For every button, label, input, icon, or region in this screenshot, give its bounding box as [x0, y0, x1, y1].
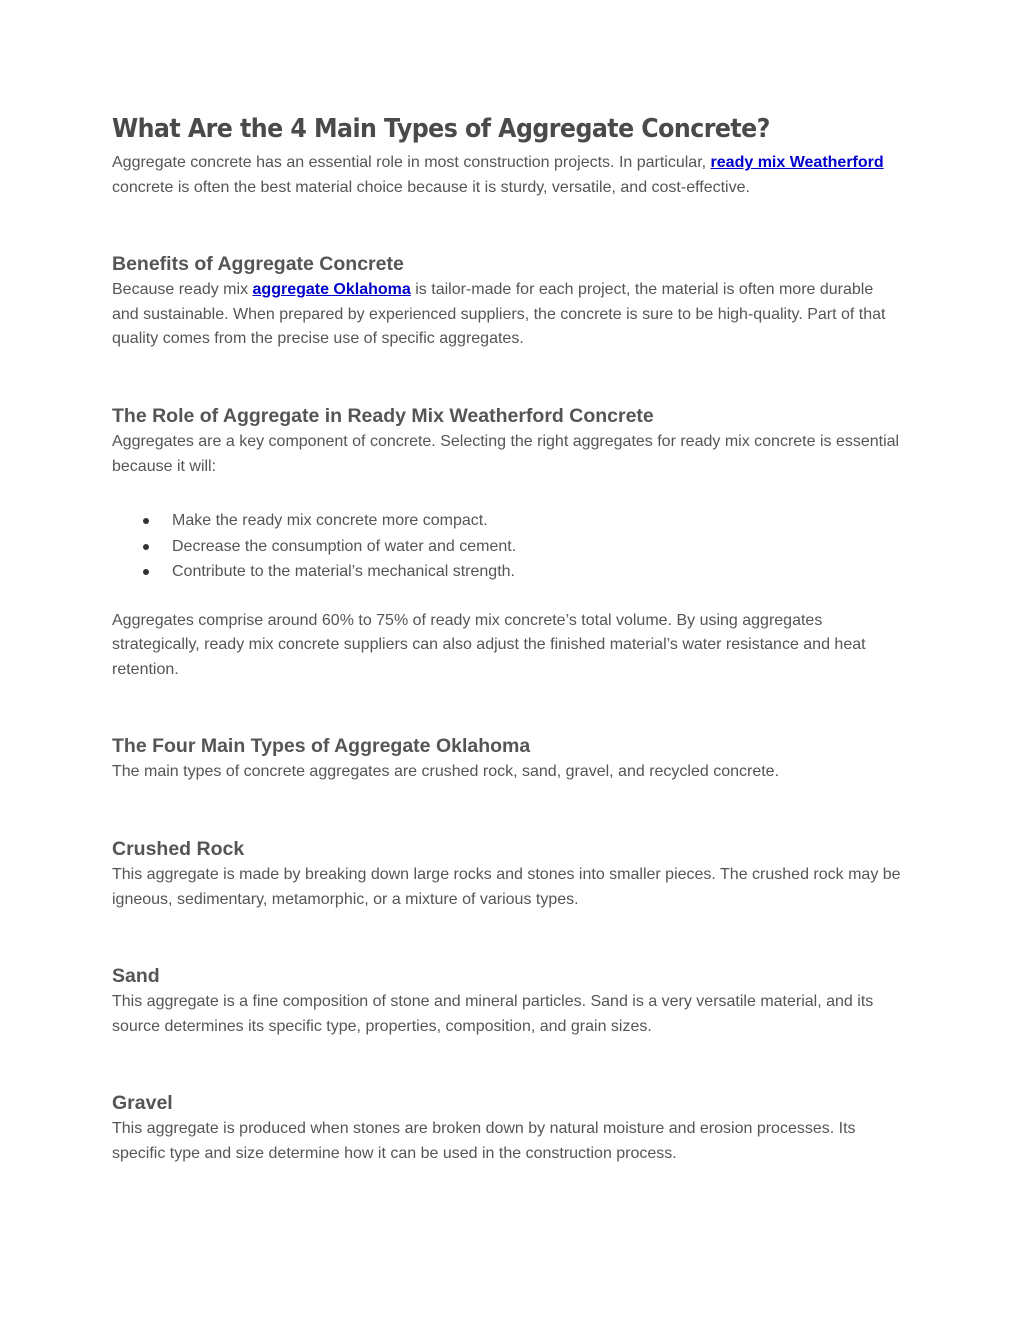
gravel-section — [112, 1089, 902, 1166]
role-bullet-list — [112, 508, 902, 585]
list-item — [112, 534, 902, 560]
list-item-text: Make the ready mix concrete more compact. — [172, 512, 488, 530]
role-heading: The Role of Aggregate in Ready Mix Weatherford Concrete — [112, 404, 654, 427]
list-item-text: Decrease the consumption of water and cement. — [172, 537, 517, 555]
crushed-rock-section — [112, 835, 902, 912]
role-section — [112, 402, 902, 682]
types-paragraph: The main types of concrete aggregates are crushed rock, sand, gravel, and recycled concrete. — [112, 763, 780, 781]
benefits-text-after: is tailor-made for each project, the material is often more durable and sustainable. When prepared by experienced suppliers, the concrete is sure to be high-quality. Part of that quality comes from the precise use of specific aggregates. — [112, 281, 886, 348]
ready-mix-weatherford-link[interactable]: ready mix Weatherford — [710, 154, 884, 171]
crushed-rock-paragraph: This aggregate is made by breaking down large rocks and stones into smaller pieces. The crushed rock may be igneous, sedimentary, metamorphic, or a mixture of various types. — [112, 866, 901, 908]
list-item-text: Contribute to the material’s mechanical strength. — [172, 563, 515, 581]
intro-text-before: Aggregate concrete has an essential role in most construction projects. In particular, — [112, 154, 711, 171]
bullet-icon — [143, 544, 149, 550]
bullet-icon — [143, 569, 149, 575]
types-heading: The Four Main Types of Aggregate Oklahoma — [112, 735, 531, 758]
sand-section — [112, 962, 902, 1039]
types-section — [112, 732, 902, 785]
list-item — [112, 508, 902, 534]
benefits-text-before: Because ready mix — [112, 281, 253, 299]
document-body — [112, 112, 902, 1167]
intro-text-after: concrete is often the best material choice because it is sturdy, versatile, and cost-effective. — [112, 178, 750, 196]
benefits-paragraph — [112, 278, 902, 352]
document-title: What Are the 4 Main Types of Aggregate Concrete? — [112, 114, 770, 144]
bullet-icon — [143, 518, 149, 524]
gravel-heading: Gravel — [112, 1092, 173, 1115]
gravel-paragraph: This aggregate is produced when stones are broken down by natural moisture and erosion processes. Its specific type and size determine how it can be used in the construction process. — [112, 1120, 856, 1162]
sand-paragraph: This aggregate is a fine composition of stone and mineral particles. Sand is a very versatile material, and its source determines its specific type, properties, composition, and grain sizes. — [112, 993, 874, 1035]
role-volume-paragraph: Aggregates comprise around 60% to 75% of ready mix concrete’s total volume. By using aggregates strategically, ready mix concrete suppliers can also adjust the finished material’s water resistance and heat retention. — [112, 611, 866, 678]
intro-paragraph — [112, 151, 902, 200]
aggregate-oklahoma-link[interactable]: aggregate Oklahoma — [252, 281, 411, 299]
crushed-rock-heading: Crushed Rock — [112, 838, 245, 861]
list-item — [112, 559, 902, 585]
benefits-section — [112, 250, 902, 352]
sand-heading: Sand — [112, 965, 160, 988]
benefits-heading: Benefits of Aggregate Concrete — [112, 253, 404, 276]
role-paragraph: Aggregates are a key component of concrete. Selecting the right aggregates for ready mix concrete is essential because it will: — [112, 432, 900, 475]
